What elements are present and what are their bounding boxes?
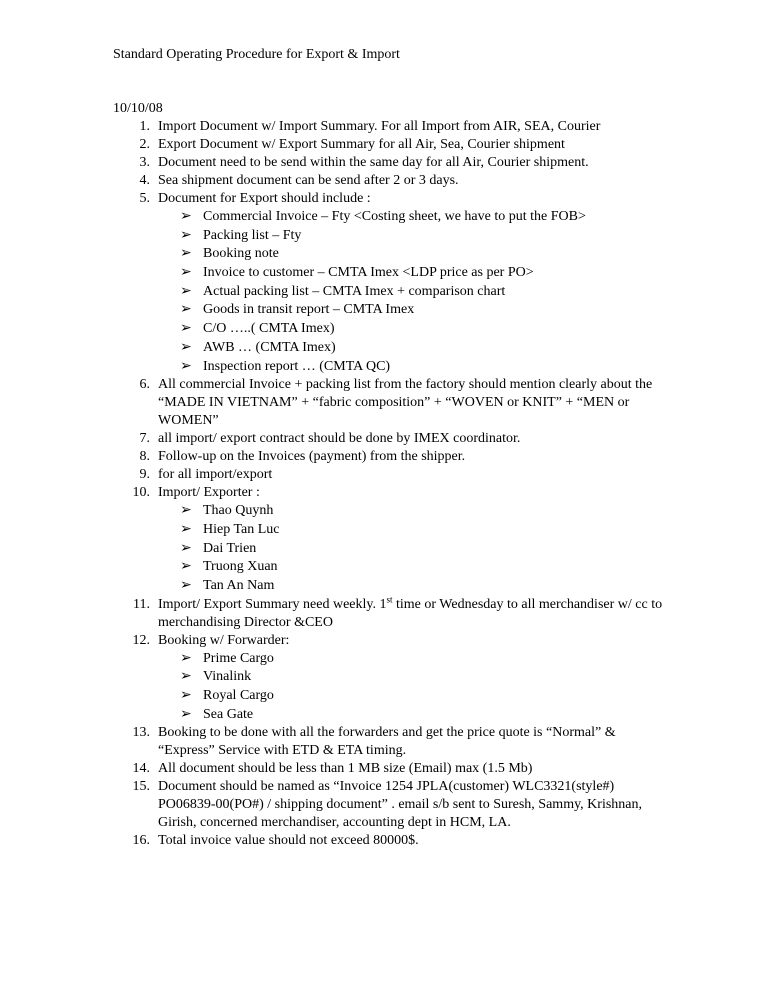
list-item: 9. for all import/export bbox=[139, 467, 273, 483]
arrow-bullet-icon: ➢ bbox=[180, 209, 192, 224]
arrow-bullet-icon: ➢ bbox=[180, 339, 192, 355]
sub-list-item: ➢ C/O …..( CMTA Imex) bbox=[180, 321, 335, 337]
document-date: 10/10/08 bbox=[113, 101, 163, 116]
sub-list-item: ➢ Truong Xuan bbox=[180, 559, 278, 575]
arrow-bullet-icon: ➢ bbox=[180, 577, 192, 593]
arrow-bullet-icon: ➢ bbox=[180, 503, 192, 519]
sub-list-item: ➢ Thao Quynh bbox=[180, 503, 274, 519]
sub-list-item: ➢ Commercial Invoice – Fty <Costing sheet, we have to put the FOB> bbox=[180, 209, 586, 224]
arrow-bullet-icon: ➢ bbox=[180, 688, 192, 703]
arrow-bullet-icon: ➢ bbox=[180, 358, 192, 374]
list-item: 13. Booking to be done with all the forwarders and get the price quote is “Normal” & “Express” Service with ETD & ETA timing. bbox=[132, 725, 616, 759]
list-item: 14. All document should be less than 1 MB size (Email) max (1.5 Mb) bbox=[132, 761, 533, 777]
sub-list-item: ➢ AWB … (CMTA Imex) bbox=[180, 339, 336, 355]
list-item: 15. Document should be named as “Invoice 1254 JPLA(customer) WLC3321(style#) PO06839-00(PO#) / shipping document” . email s/b sent to Suresh, Sammy, Krishnan, Girish, concerned merchandiser, accounting dept in HCM, LA. bbox=[132, 779, 642, 831]
arrow-bullet-icon: ➢ bbox=[180, 302, 192, 318]
list-item: 2. Export Document w/ Export Summary for all Air, Sea, Courier shipment bbox=[139, 137, 565, 152]
arrow-bullet-icon: ➢ bbox=[180, 559, 192, 575]
sub-list bbox=[158, 650, 668, 725]
list-item: 5. Document for Export should include : ➢ Commercial Invoice – Fty <Costing sheet, we have to put the FOB> ➢ Packing list – Fty ➢ Booking note ➢ Invoice to customer – CMTA Imex <LDP price as per PO> ➢ Actual packing list – CMTA Imex + comparison chart ➢ Goods in transit report – CMTA Imex ➢ C/O …..( CMTA Imex) ➢ AWB … (CMTA Imex) ➢ Inspection report … (CMTA QC) bbox=[0, 190, 768, 376]
list-item: 1. Import Document w/ Import Summary. For all Import from AIR, SEA, Courier bbox=[139, 119, 601, 134]
sub-list-item: ➢ Tan An Nam bbox=[180, 577, 275, 593]
sub-list-item: ➢ Actual packing list – CMTA Imex + comparison chart bbox=[180, 283, 506, 299]
arrow-bullet-icon: ➢ bbox=[180, 246, 192, 262]
list-item: 12. Booking w/ Forwarder: ➢ Prime Cargo ➢ Vinalink ➢ Royal Cargo ➢ Sea Gate bbox=[0, 632, 768, 725]
document-title: Standard Operating Procedure for Export & Import bbox=[113, 47, 400, 62]
arrow-bullet-icon: ➢ bbox=[180, 321, 192, 337]
arrow-bullet-icon: ➢ bbox=[180, 650, 192, 666]
sub-list-item: ➢ Prime Cargo bbox=[180, 650, 274, 666]
arrow-bullet-icon: ➢ bbox=[180, 540, 192, 556]
sub-list-item: ➢ Hiep Tan Luc bbox=[180, 521, 280, 537]
arrow-bullet-icon: ➢ bbox=[180, 521, 192, 537]
list-item: 7. all import/ export contract should be done by IMEX coordinator. bbox=[139, 431, 521, 447]
sub-list-item: ➢ Goods in transit report – CMTA Imex bbox=[180, 302, 415, 318]
arrow-bullet-icon: ➢ bbox=[180, 669, 192, 685]
sub-list-item: ➢ Royal Cargo bbox=[180, 688, 274, 703]
procedure-list bbox=[0, 118, 768, 850]
list-item: 4. Sea shipment document can be send after 2 or 3 days. bbox=[139, 173, 459, 188]
list-item: 10. Import/ Exporter : ➢ Thao Quynh ➢ Hiep Tan Luc ➢ Dai Trien ➢ Truong Xuan ➢ Tan An Nam bbox=[0, 484, 768, 595]
sub-list bbox=[158, 502, 668, 595]
sub-list-item: ➢ Packing list – Fty bbox=[180, 227, 302, 243]
sub-list-item: ➢ Invoice to customer – CMTA Imex <LDP price as per PO> bbox=[180, 265, 534, 281]
list-item: 3. Document need to be send within the same day for all Air, Courier shipment. bbox=[139, 155, 589, 170]
list-item: 6. All commercial Invoice + packing list from the factory should mention clearly about the “MADE IN VIETNAM” + “fabric composition” + “WOVEN or KNIT” + “MEN or WOMEN” bbox=[139, 377, 653, 429]
list-item: 11. Import/ Export Summary need weekly. 1st time or Wednesday to all merchandiser w/ cc to merchandising Director &CEO bbox=[133, 593, 663, 630]
sub-list-item: ➢ Sea Gate bbox=[180, 706, 254, 722]
list-item: 16. Total invoice value should not exceed 80000$. bbox=[132, 833, 419, 849]
arrow-bullet-icon: ➢ bbox=[180, 283, 192, 299]
sub-list bbox=[158, 208, 668, 376]
sub-list-item: ➢ Vinalink bbox=[180, 669, 252, 685]
sub-list-item: ➢ Inspection report … (CMTA QC) bbox=[180, 358, 391, 374]
sub-list-item: ➢ Dai Trien bbox=[180, 540, 257, 556]
arrow-bullet-icon: ➢ bbox=[180, 265, 192, 281]
sub-list-item: ➢ Booking note bbox=[180, 246, 279, 262]
arrow-bullet-icon: ➢ bbox=[180, 706, 192, 722]
list-item: 8. Follow-up on the Invoices (payment) from the shipper. bbox=[139, 449, 466, 465]
arrow-bullet-icon: ➢ bbox=[180, 227, 192, 243]
